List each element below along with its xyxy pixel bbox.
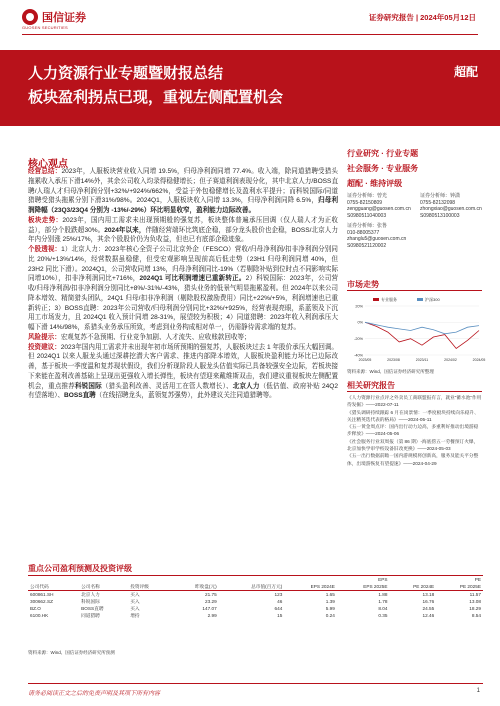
col-header: 总市值(百万元) bbox=[251, 583, 283, 589]
table-cell: 买入 bbox=[130, 598, 140, 604]
table-cell: 买入 bbox=[130, 591, 140, 597]
table-cell: 300662.SZ bbox=[30, 599, 53, 604]
related-reports-title: 相关研究报告 bbox=[347, 381, 395, 390]
x-tick-label: 2023/08 bbox=[387, 358, 400, 362]
table-row bbox=[28, 612, 483, 619]
col-header: 公司代码 bbox=[30, 583, 49, 589]
table-cell: BZ.O bbox=[30, 606, 41, 611]
table-cell: 北京人力 bbox=[81, 591, 100, 597]
x-tick-label: 2023/11 bbox=[415, 358, 429, 362]
related-reports-list bbox=[347, 394, 482, 467]
table-cell: 5.99 bbox=[325, 606, 335, 611]
table-cell: 21.75 bbox=[205, 592, 217, 597]
logo-icon bbox=[22, 9, 38, 25]
market-trend-title: 市场走势 bbox=[347, 280, 379, 289]
table-cell: 1.65 bbox=[325, 592, 335, 597]
legend-label-2: 沪深300 bbox=[425, 297, 440, 302]
legend-label-1: 专业服务 bbox=[381, 297, 397, 302]
table-cell: 15 bbox=[277, 613, 283, 618]
related-item[interactable]: 《猎头调研持续跟踪 6 月在岗景情：一季度板块持续向乐稳升、关注精英选代表的格局》——2024-05-11 bbox=[347, 409, 479, 422]
legend-swatch-1 bbox=[373, 298, 379, 301]
series-line-2 bbox=[365, 322, 479, 334]
market-trend-chart bbox=[347, 295, 486, 365]
paragraph-trend: 板块走势：2023年，国内用工需求未出现预期般的强复苏，板块整体普遍承压回调（仅人瑞人才为正收益），部分个股跌超30%。2024年以来，伴随经营端环比筑底企稳，部分龙头股价也企稳，BOSS/北京人力年内分别涨 25%/17%，其余个股股价仍为负收益，但也已有底部企稳迹象。 bbox=[28, 216, 338, 244]
table-header-top bbox=[28, 576, 483, 584]
legend-swatch-2 bbox=[417, 298, 423, 301]
col-header: EPS 2025E bbox=[363, 584, 388, 589]
table-cell: 8.04 bbox=[378, 606, 388, 611]
report-subtitle: 板块盈利拐点已现，重视左侧配置机会 bbox=[28, 89, 284, 106]
table-cell: 增持 bbox=[130, 612, 140, 618]
related-item[interactable]: 《五一黄金周点评：国内出行动力边高，多重利好推动出境游稳步释放》——2024-05-06 bbox=[347, 424, 479, 437]
sidebar bbox=[347, 148, 482, 189]
company-logo bbox=[22, 9, 86, 25]
core-view-body bbox=[28, 167, 338, 401]
col-header: PE 2024E bbox=[413, 584, 435, 589]
table-source: 资料来源：Wind、国信证券经济研究所预测 bbox=[28, 650, 115, 655]
pe-group-header: PE bbox=[474, 577, 481, 582]
forecast-table bbox=[28, 575, 483, 619]
analyst-3: 证券分析师：张鲁 010-88005377 zhanglu5@guosen.com.cn S0980521120002 bbox=[347, 223, 407, 249]
table-cell: 600861.SH bbox=[30, 592, 54, 597]
table-row bbox=[28, 598, 483, 605]
col-header: 投资评级 bbox=[130, 583, 149, 589]
paragraph-risk: 风险提示：宏观复苏不急预期、行业竞争加剧、人才流失、应收账款回收等； bbox=[28, 333, 251, 341]
table-cell: 24.55 bbox=[422, 606, 435, 611]
y-tick-label: -40% bbox=[354, 353, 363, 358]
table-cell: 2.99 bbox=[207, 613, 217, 618]
table-row bbox=[28, 591, 483, 599]
x-tick-label: 2024/05 bbox=[472, 358, 486, 362]
col-header: EPS 2024E bbox=[310, 584, 335, 589]
sidebar-rating: 超配 · 维持评级 bbox=[347, 179, 403, 188]
table-cell: 1.78 bbox=[378, 599, 388, 604]
table-cell: 0.35 bbox=[378, 613, 388, 618]
table-cell: 18.29 bbox=[469, 606, 481, 611]
y-tick-label: -20% bbox=[354, 336, 363, 341]
x-tick-label: 2024/02 bbox=[444, 358, 457, 362]
table-cell: 1.88 bbox=[378, 592, 388, 597]
table-cell: 同道猎聘 bbox=[81, 612, 100, 618]
table-cell: 13.18 bbox=[422, 592, 435, 597]
table-cell: 0.24 bbox=[325, 613, 335, 618]
logo-english: GUOSEN SECURITIES bbox=[22, 25, 68, 30]
related-divider bbox=[347, 391, 482, 392]
table-cell: 23.29 bbox=[205, 599, 217, 604]
industry-label: 行业研究 · 行业专题 bbox=[347, 149, 419, 158]
page-number: 1 bbox=[476, 688, 480, 694]
table-cell: 12.46 bbox=[422, 613, 435, 618]
related-item[interactable]: 《社会服务行业双周报（第 86 期）-海底捞五一劳餐预订火爆，北京加快学审学校设备旧改更换》——2024-05-03 bbox=[347, 438, 479, 452]
table-cell: 147.07 bbox=[202, 606, 217, 611]
table-cell: 科锐国际 bbox=[81, 598, 100, 604]
table-cell: 6100.HK bbox=[30, 613, 49, 618]
eps-group-header: EPS bbox=[378, 577, 388, 582]
table-cell: 1.39 bbox=[325, 599, 335, 604]
report-title: 人力资源行业专题暨财报总结 bbox=[28, 65, 224, 82]
paragraph-advice: 投资建议：2023年国内用工需求并未出现年初市场所预期的强复苏，人服板块过去 1 年股价承压大幅回调。但 2024Q1 以来人服龙头通过深耕挖潜大客户需求、推进内部降本增效，人服板块盈利能力环比已边际改善，基于板块一季度温和复苏现状假设，我们分析现阶段人服龙头估值实际已具备较强安全边际，若板块接下来能在盈利改善基础上呈现出更强收入增长弹性，板块有望迎来戴维斯双击，我们建议重视板块左侧配置机会，重点推荐科锐国际（猎头盈利改善、灵活用工在管人数增长）、北京人力（低估值、政府补贴 24Q2 有望落地）、BOSS直聘（在线招聘龙头，蓝领复苏强势），此外建议关注同道猎聘等。 bbox=[28, 343, 338, 400]
market-divider bbox=[347, 290, 482, 291]
table-cell: 16.76 bbox=[422, 599, 435, 604]
logo-text: 国信证券 bbox=[42, 12, 86, 24]
chart-source: 资料来源：Wind、国信证券经济研究所整理 bbox=[347, 369, 434, 374]
y-tick-label: 0% bbox=[357, 320, 363, 325]
paragraph-summary: 经营总结：2023年，人服板块营业收入同增 19.5%，归母净利润同增 77.4%。收入端，除同道猎聘受猎头拖累收入承压下滑14%外，其余公司收入均录得稳健增长；但子赛道利润表现分化，其中北京人力/BOSS直聘/人瑞人才归母净利润分别+32%/+924%/662%，受益于外包稳健增长及盈利水平提升；而科锐国际/同道猎聘受猎头拖累分别下滑31%/98%。2024Q1，人服板块收入同增 13.3%，归母净利润同降 6.5%，归母利润降幅（23Q3/23Q4 分别为 -13%/-29%）环比明显收窄，盈利能力边际改善。 bbox=[28, 168, 338, 214]
table-header bbox=[28, 583, 483, 591]
table-cell: 644 bbox=[274, 606, 283, 611]
table-cell: BOSS直聘 bbox=[81, 605, 104, 611]
rating-badge: 超配 bbox=[453, 65, 478, 79]
header-divider bbox=[22, 34, 478, 35]
table-cell: 买入 bbox=[130, 605, 140, 611]
table-cell: 46 bbox=[277, 599, 283, 604]
sector-label: 社会服务 · 专业服务 bbox=[347, 164, 419, 173]
paragraph-stocks: 个股透视：1）北京人力：2023年核心全资子公司北京外企（FESCO）营收/归母净利润/扣非净利润分别同比 20%/+13%/14%，经营数据虽稳健，但受宏观影响呈现前高后低走势（23H1 归母利润同增 40%，但 23H2 同比下滑）。2024Q1，公司营收同增 13%，归母净利润同比-19%（若剔除补贴到位时点不同影响实际同增10%），扣非净利润同比+716%，2024Q1 可比利润增速已重新转正。2）科锐国际：2023年，公司营收/归母净利润/扣非净利润分别同比+8%/-31%/-43%，猎头业务的低景气明显拖累盈利。但 2024年以来公司降本增效、精简猎头团队，24Q1 归母/扣非净利润（剔除股权激励费用）同比+22%/+5%，利润增速也已重新转正；3）BOSS直聘：2023年公司营收/归母利润分别同比+32%/+925%，经营表现亮眼，系蓝领及下沉用工市场发力，且 2024Q1 收入预计同增 28-31%，展望较为积极；4）同道猎聘：2023年收入利润承压大幅下滑 14%/98%，系猎头业务承压所致，考虑到业务构成相对单一，仍需静待需求端的复苏。 bbox=[28, 246, 338, 331]
col-header: PE 2025E bbox=[459, 584, 481, 589]
col-header: 昨收盘(元) bbox=[194, 583, 217, 589]
related-item[interactable]: 《五一出行数据前瞻一国内游规模将创新高，服务及能关平分整体，出境游恢复有望提速》——2024-04-29 bbox=[347, 453, 479, 466]
core-view-heading: 核心观点 bbox=[28, 159, 68, 170]
table-cell: 123 bbox=[274, 592, 283, 597]
disclaimer: 请务必阅读正文之后的免责声明及其项下所有内容 bbox=[28, 691, 161, 697]
table-cell: 8.54 bbox=[471, 613, 481, 618]
analyst-1: 证券分析师：曾光 0755-82150809 zengguang@guosen.com.cn S0980511040003 bbox=[347, 193, 411, 219]
analyst-2: 证券分析师：钟潇 0755-82132098 zhongxiao@guosen.com.cn S0980513100003 bbox=[420, 193, 482, 219]
footer-divider bbox=[28, 683, 483, 684]
table-cell: 11.57 bbox=[469, 592, 481, 597]
table-cell: 13.08 bbox=[469, 599, 481, 604]
table-row bbox=[28, 605, 483, 612]
report-date: 证券研究报告 | 2024年05月12日 bbox=[368, 13, 476, 22]
y-tick-label: 20% bbox=[355, 304, 363, 309]
x-tick-label: 2023/05 bbox=[358, 358, 372, 362]
forecast-table-title: 重点公司盈利预测及投资评级 bbox=[28, 564, 132, 573]
page-header bbox=[0, 0, 500, 34]
col-header: 公司名称 bbox=[81, 583, 100, 589]
related-item[interactable]: 《人力资源行业点评之外卖员工商联盟报有言，就业“蓄水池”作用待发掘》——2022-07-11 bbox=[347, 395, 482, 408]
